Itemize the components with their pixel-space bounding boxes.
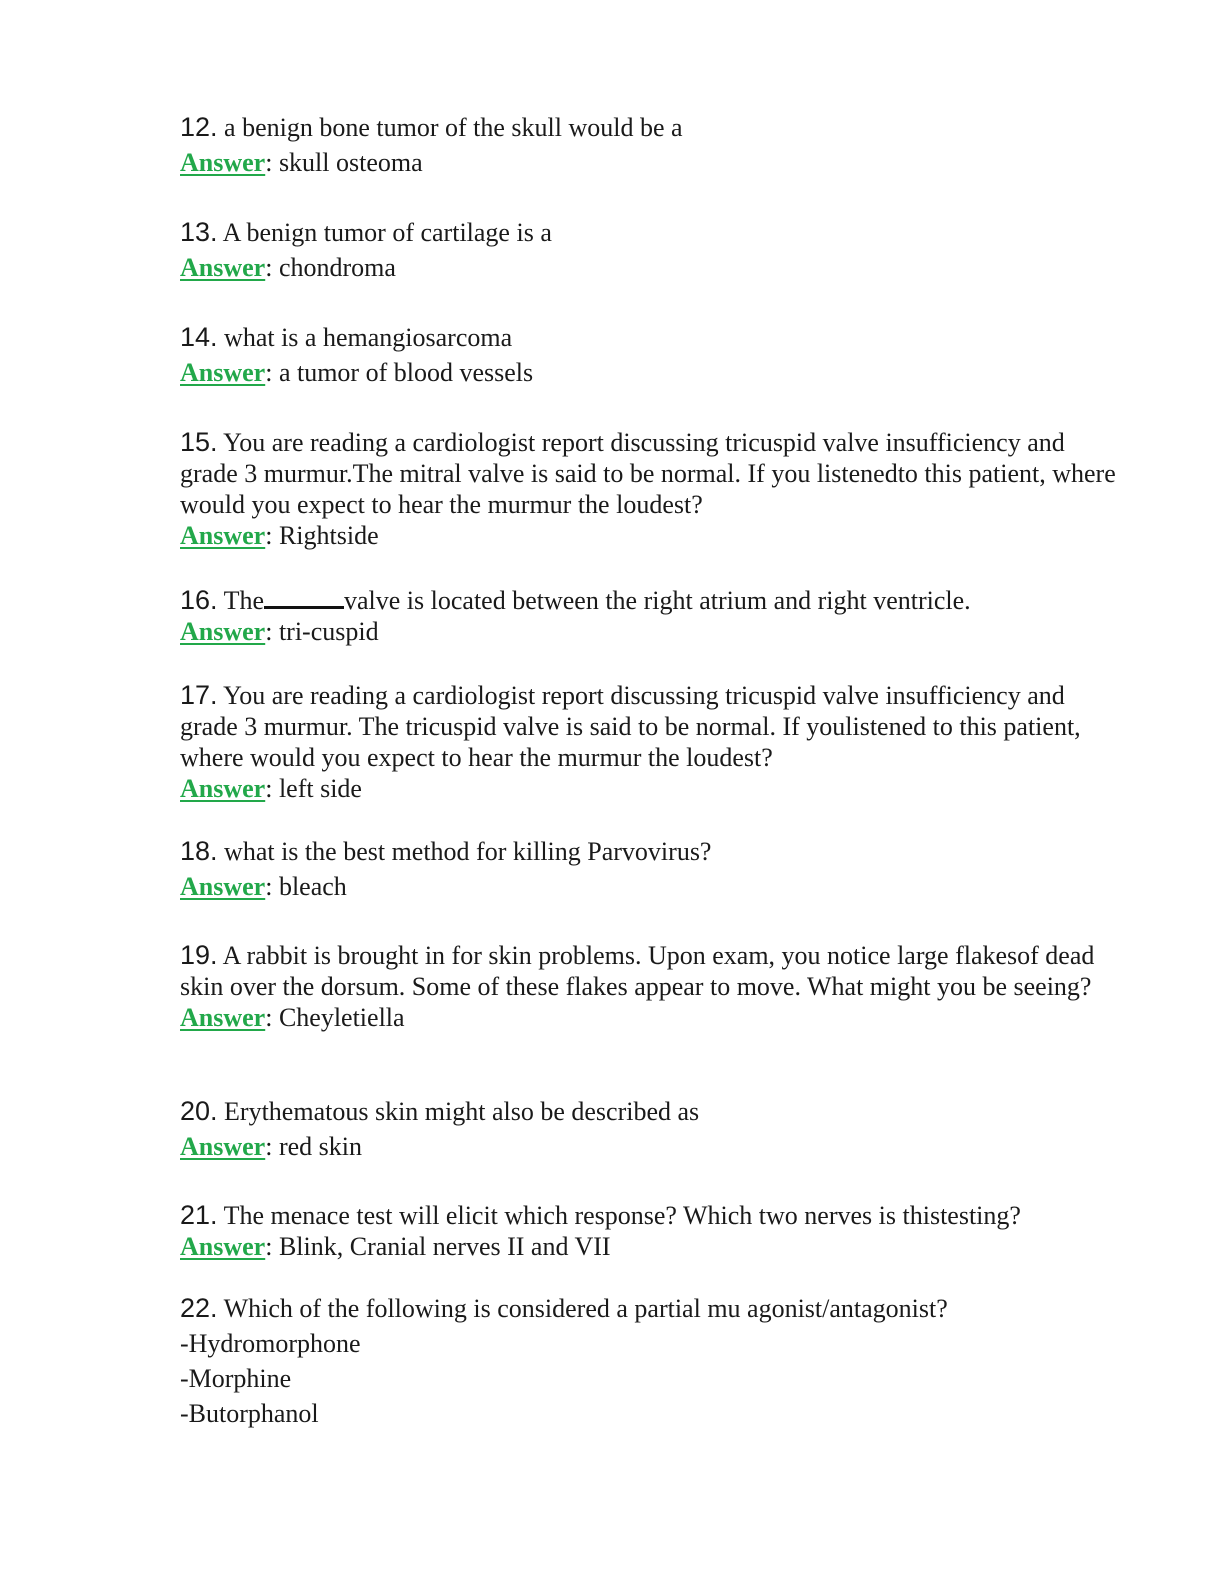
question-number: 22. bbox=[180, 1293, 218, 1323]
answer-text: : a tumor of blood vessels bbox=[265, 358, 534, 387]
answer-label: Answer bbox=[180, 1003, 266, 1032]
question-text-after: valve is located between the right atrium and right ventricle. bbox=[344, 586, 971, 615]
answer-line bbox=[180, 773, 1120, 804]
answer-label: Answer bbox=[180, 148, 266, 177]
answer-line bbox=[180, 1131, 699, 1162]
question-20 bbox=[180, 1096, 699, 1162]
answer-label: Answer bbox=[180, 358, 266, 387]
question-text: You are reading a cardiologist report discussing tricuspid valve insufficiency and grade 3 murmur. The tricuspid valve is said to be normal. If youlistened to this patient, where would you expect to hear the murmur the loudest? bbox=[180, 681, 1081, 772]
answer-label: Answer bbox=[180, 872, 266, 901]
question-14 bbox=[180, 322, 533, 388]
answer-text: : red skin bbox=[265, 1132, 362, 1161]
question-21 bbox=[180, 1200, 1021, 1262]
answer-text: : tri-cuspid bbox=[265, 617, 379, 646]
question-line bbox=[180, 1293, 948, 1324]
answer-text: : Cheyletiella bbox=[265, 1003, 405, 1032]
question-line bbox=[180, 1200, 1021, 1231]
question-18 bbox=[180, 836, 711, 902]
option-item: -Morphine bbox=[180, 1364, 292, 1393]
answer-line bbox=[180, 616, 971, 647]
question-line bbox=[180, 1096, 699, 1127]
answer-label: Answer bbox=[180, 253, 266, 282]
question-number: 19. bbox=[180, 940, 218, 970]
question-text: what is the best method for killing Parvovirus? bbox=[217, 837, 712, 866]
question-text: A benign tumor of cartilage is a bbox=[217, 218, 552, 247]
question-number: 13. bbox=[180, 217, 218, 247]
question-text: The menace test will elicit which response? Which two nerves is thistesting? bbox=[217, 1201, 1021, 1230]
question-22 bbox=[180, 1293, 948, 1429]
question-text: A rabbit is brought in for skin problems. Upon exam, you notice large flakesof dead skin over the dorsum. Some of these flakes appear to move. What might you be seeing? bbox=[180, 941, 1095, 1001]
question-number: 18. bbox=[180, 836, 218, 866]
question-17 bbox=[180, 680, 1120, 804]
answer-line bbox=[180, 1231, 1021, 1262]
question-15 bbox=[180, 427, 1120, 551]
question-number: 16. bbox=[180, 585, 218, 615]
answer-label: Answer bbox=[180, 1132, 266, 1161]
answer-text: : bleach bbox=[265, 872, 347, 901]
question-line bbox=[180, 427, 1120, 520]
question-number: 15. bbox=[180, 427, 218, 457]
option-item: -Hydromorphone bbox=[180, 1329, 361, 1358]
question-19 bbox=[180, 940, 1120, 1033]
answer-line bbox=[180, 252, 552, 283]
question-12 bbox=[180, 112, 683, 178]
question-text: You are reading a cardiologist report discussing tricuspid valve insufficiency and grade 3 murmur.The mitral valve is said to be normal. If you listenedto this patient, where would you expect to hear the murmur the loudest? bbox=[180, 428, 1116, 519]
answer-label: Answer bbox=[180, 1232, 266, 1261]
answer-text: : skull osteoma bbox=[265, 148, 423, 177]
question-text: a benign bone tumor of the skull would be a bbox=[217, 113, 683, 142]
question-number: 12. bbox=[180, 112, 218, 142]
answer-label: Answer bbox=[180, 617, 266, 646]
answer-line bbox=[180, 1002, 1120, 1033]
answer-line bbox=[180, 357, 533, 388]
question-line bbox=[180, 584, 971, 616]
answer-label: Answer bbox=[180, 521, 266, 550]
question-line bbox=[180, 217, 552, 248]
question-line bbox=[180, 680, 1120, 773]
question-line bbox=[180, 112, 683, 143]
answer-text: : Rightside bbox=[265, 521, 379, 550]
answer-text: : chondroma bbox=[265, 253, 396, 282]
question-text: Which of the following is considered a partial mu agonist/antagonist? bbox=[217, 1294, 948, 1323]
question-line bbox=[180, 940, 1120, 1002]
question-number: 21. bbox=[180, 1200, 218, 1230]
question-text: Erythematous skin might also be described as bbox=[217, 1097, 700, 1126]
option-item: -Butorphanol bbox=[180, 1399, 319, 1428]
answer-line bbox=[180, 871, 711, 902]
question-line bbox=[180, 836, 711, 867]
answer-line bbox=[180, 520, 1120, 551]
question-line bbox=[180, 322, 533, 353]
question-16 bbox=[180, 584, 971, 647]
answer-text: : Blink, Cranial nerves II and VII bbox=[265, 1232, 611, 1261]
question-number: 17. bbox=[180, 680, 218, 710]
answer-text: : left side bbox=[265, 774, 362, 803]
question-text-before: The bbox=[217, 586, 264, 615]
question-number: 20. bbox=[180, 1096, 218, 1126]
answer-line bbox=[180, 147, 683, 178]
question-13 bbox=[180, 217, 552, 283]
answer-label: Answer bbox=[180, 774, 266, 803]
question-number: 14. bbox=[180, 322, 218, 352]
fill-in-blank bbox=[264, 584, 344, 609]
question-text: what is a hemangiosarcoma bbox=[217, 323, 513, 352]
